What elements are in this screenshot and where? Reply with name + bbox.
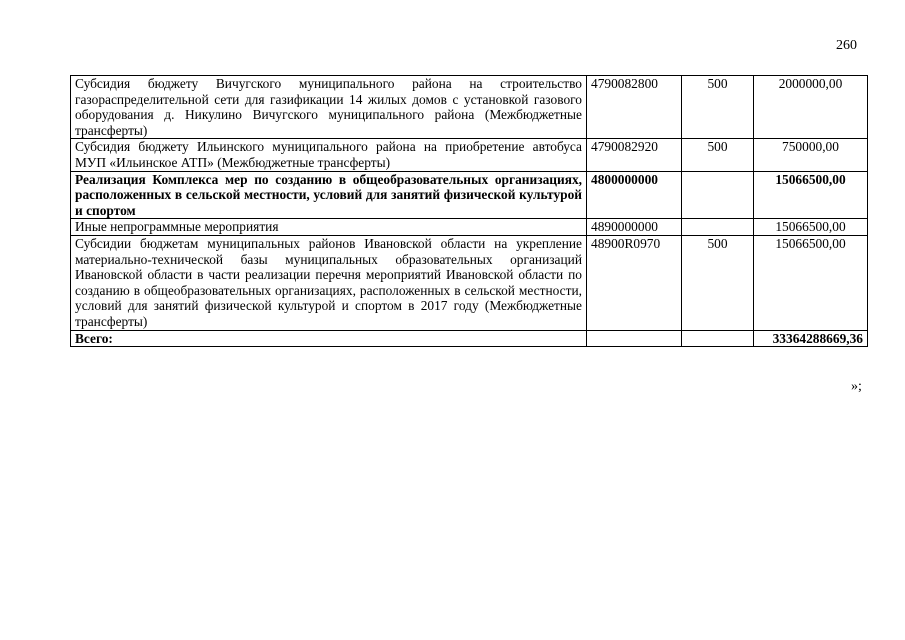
row-type-cell [682, 171, 754, 219]
table-row [71, 235, 868, 330]
row-sum-cell: 15066500,00 [754, 171, 868, 219]
row-code-cell: 4800000000 [587, 171, 682, 219]
total-code-cell [587, 330, 682, 347]
row-name-cell: Реализация Комплекса мер по созданию в общеобразовательных организациях, расположенных в сельской местности, условий для занятий физической культурой и спортом [71, 171, 587, 219]
row-code-cell: 4790082800 [587, 76, 682, 139]
table-row [71, 76, 868, 139]
row-type-cell: 500 [682, 76, 754, 139]
row-code-cell: 4790082920 [587, 139, 682, 171]
table-row [71, 139, 868, 171]
row-code-cell: 4890000000 [587, 219, 682, 236]
total-sum-cell: 33364288669,36 [754, 330, 868, 347]
table-row [71, 171, 868, 219]
row-sum-cell: 15066500,00 [754, 219, 868, 236]
closing-quote-mark: »; [851, 379, 862, 394]
total-label-cell: Всего: [71, 330, 587, 347]
row-name-cell: Субсидия бюджету Вичугского муниципального района на строительство газораспределительной сети для газификации 14 жилых домов с установкой газового оборудования д. Никулино Вичугского муниципального района (Межбюджетные трансферты) [71, 76, 587, 139]
row-sum-cell: 2000000,00 [754, 76, 868, 139]
total-row [71, 330, 868, 347]
table-row [71, 219, 868, 236]
row-name-cell: Иные непрограммные мероприятия [71, 219, 587, 236]
budget-table [70, 75, 868, 347]
row-type-cell: 500 [682, 235, 754, 330]
row-type-cell [682, 219, 754, 236]
row-code-cell: 48900R0970 [587, 235, 682, 330]
row-type-cell: 500 [682, 139, 754, 171]
row-name-cell: Субсидии бюджетам муниципальных районов Ивановской области на укрепление материально-технической базы муниципальных образовательных организаций Ивановской области в части реализации перечня мероприятий Ивановской области по созданию в общеобразовательных организациях, расположенных в сельской местности, условий для занятий физической культурой и спортом в 2017 году (Межбюджетные трансферты) [71, 235, 587, 330]
row-sum-cell: 15066500,00 [754, 235, 868, 330]
row-sum-cell: 750000,00 [754, 139, 868, 171]
row-name-cell: Субсидия бюджету Ильинского муниципального района на приобретение автобуса МУП «Ильинское АТП» (Межбюджетные трансферты) [71, 139, 587, 171]
total-type-cell [682, 330, 754, 347]
page-number: 260 [836, 38, 857, 53]
